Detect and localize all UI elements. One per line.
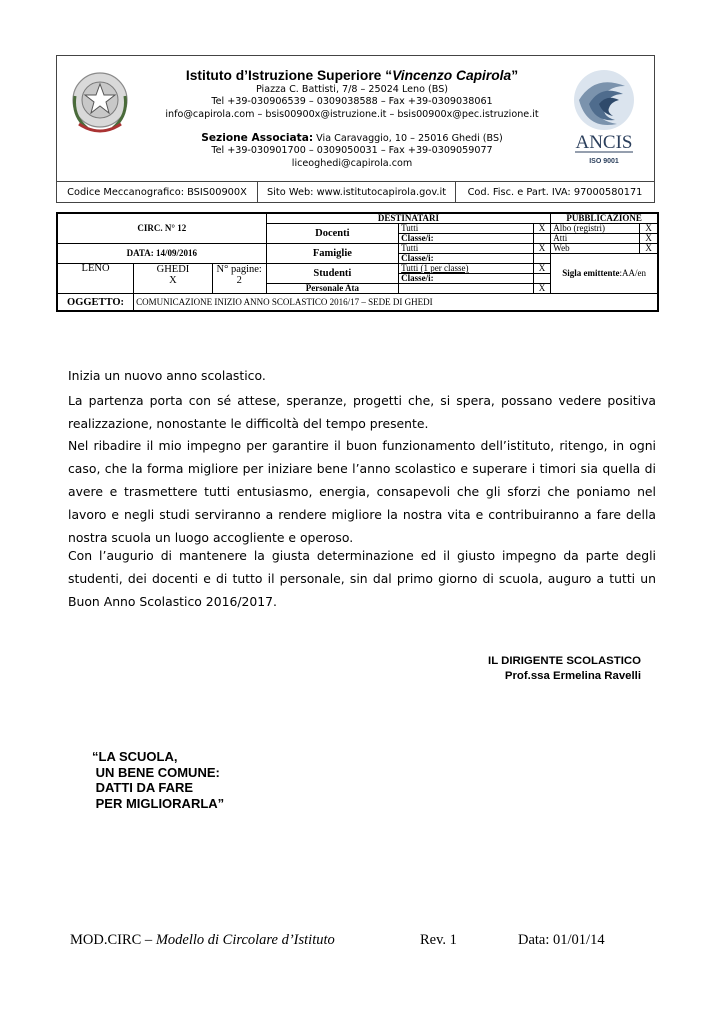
italian-emblem-icon	[67, 66, 133, 142]
destinatari-header: DESTINATARI	[266, 213, 551, 224]
motto-line-2: UN BENE COMUNE:	[92, 764, 220, 780]
sezione-address: Via Caravaggio, 10 – 25016 Ghedi (BS)	[313, 133, 503, 144]
footer-date: Data: 01/01/14	[518, 932, 605, 948]
studenti-tutti-mark: X	[533, 264, 551, 274]
institute-emails: info@capirola.com – bsis00900x@istruzione.it – bsis00900x@pec.istruzione.it	[165, 108, 539, 120]
svg-text:ISO 9001: ISO 9001	[589, 158, 619, 165]
ancis-logo-icon	[565, 64, 643, 170]
institute-contacts	[147, 84, 557, 121]
sezione-phone: Tel +39-030901700 – 0309050031 – Fax +39-0309059077	[211, 145, 493, 157]
paragraph-2: La partenza porta con sé attese, speranze, progetti che, si spera, possano vedere positiva realizzazione, nonostante le difficoltà del tempo presente.	[68, 393, 656, 431]
signer-role: IL DIRIGENTE SCOLASTICO	[488, 655, 641, 667]
paragraph-1: Inizia un nuovo anno scolastico.	[68, 368, 266, 383]
codice-meccanografico: Codice Meccanografico: BSIS00900X	[57, 182, 258, 203]
motto-line-3: DATTI DA FARE	[92, 780, 194, 795]
letterhead-main	[57, 56, 654, 181]
famiglie-tutti: Tutti	[399, 244, 534, 254]
institute-address: Piazza C. Battisti, 7/8 – 25024 Leno (BS)	[255, 84, 449, 95]
codice-fiscale: Cod. Fisc. e Part. IVA: 97000580171	[467, 187, 643, 198]
oggetto-label: OGGETTO:	[57, 294, 134, 312]
sezione-associata	[147, 132, 557, 170]
sezione-email: liceoghedi@capirola.com	[291, 157, 413, 169]
studenti-classe: Classe/i:	[399, 274, 534, 284]
circular-info-table	[56, 212, 659, 312]
personale-ata-mark: X	[533, 284, 551, 294]
motto-line-4: PER MIGLIORARLA”	[92, 795, 225, 811]
numero-pagine: N° pagine: 2	[212, 264, 266, 294]
docenti-classe: Classe/i:	[399, 234, 534, 244]
letterhead-codes	[57, 181, 654, 203]
famiglie-label: Famiglie	[266, 244, 399, 264]
pubblicazione-header: PUBBLICAZIONE	[551, 213, 658, 224]
studenti-tutti: Tutti (1 per classe)	[399, 264, 534, 274]
docenti-tutti: Tutti	[399, 224, 534, 234]
famiglie-classe: Classe/i:	[399, 254, 534, 264]
personale-ata-label: Personale Ata	[266, 284, 399, 294]
sito-web: Sito Web: www.istitutocapirola.gov.it	[258, 182, 456, 203]
atti-mark: X	[640, 234, 658, 244]
footer-revision: Rev. 1	[420, 932, 457, 948]
web-label: Web	[551, 244, 640, 254]
sede-leno: LENO	[57, 264, 134, 294]
paragraph-3: Nel ribadire il mio impegno per garantire il buon funzionamento dell’istituto, ritengo, in ogni caso, che la forma migliore per iniziare bene l’anno scolastico e superare i timori sia quella di avere e trasmettere tutti entusiasmo, energia, consapevoli che gli sforzi che poniamo nel lavoro e negli studi serviranno a rendere migliore la nostra vita e contribuiranno a fare della nostra scuola un luogo accogliente e operoso.	[68, 438, 656, 545]
signer-name: Prof.ssa Ermelina Ravelli	[504, 670, 641, 682]
institute-title: Istituto d’Istruzione Superiore “Vincenzo Capirola”	[185, 68, 519, 83]
paragraph-4: Con l’augurio di mantenere la giusta determinazione ed il giusto impegno da parte degli studenti, dei docenti e di tutto il personale, sin dal primo giorno di scuola, auguro a tutti un Buon Anno Scolastico 2016/2017.	[68, 548, 656, 609]
albo-label: Albo (registri)	[551, 224, 640, 234]
docenti-label: Docenti	[266, 224, 399, 244]
sigla-emittente: Sigla emittente:AA/en	[551, 254, 658, 294]
studenti-label: Studenti	[266, 264, 399, 284]
school-motto	[92, 749, 224, 811]
circ-date: DATA: 14/09/2016	[57, 244, 266, 264]
circ-number: CIRC. N° 12	[57, 213, 266, 244]
famiglie-tutti-mark: X	[533, 244, 551, 254]
sede-ghedi: GHEDI X	[134, 264, 213, 294]
svg-text:ANCIS: ANCIS	[575, 132, 633, 153]
letterhead	[56, 55, 655, 203]
signature-block	[488, 654, 641, 684]
sezione-label: Sezione Associata:	[201, 132, 314, 144]
docenti-tutti-mark: X	[533, 224, 551, 234]
institute-phone: Tel +39-030906539 – 0309038588 – Fax +39-0309038061	[211, 96, 493, 108]
oggetto-text: COMUNICAZIONE INIZIO ANNO SCOLASTICO 2016/17 – SEDE DI GHEDI	[134, 294, 658, 312]
footer-model: MOD.CIRC – Modello di Circolare d’Istituto	[70, 932, 335, 948]
albo-mark: X	[640, 224, 658, 234]
web-mark: X	[640, 244, 658, 254]
motto-line-1: “LA SCUOLA,	[92, 749, 178, 764]
atti-label: Atti	[551, 234, 640, 244]
